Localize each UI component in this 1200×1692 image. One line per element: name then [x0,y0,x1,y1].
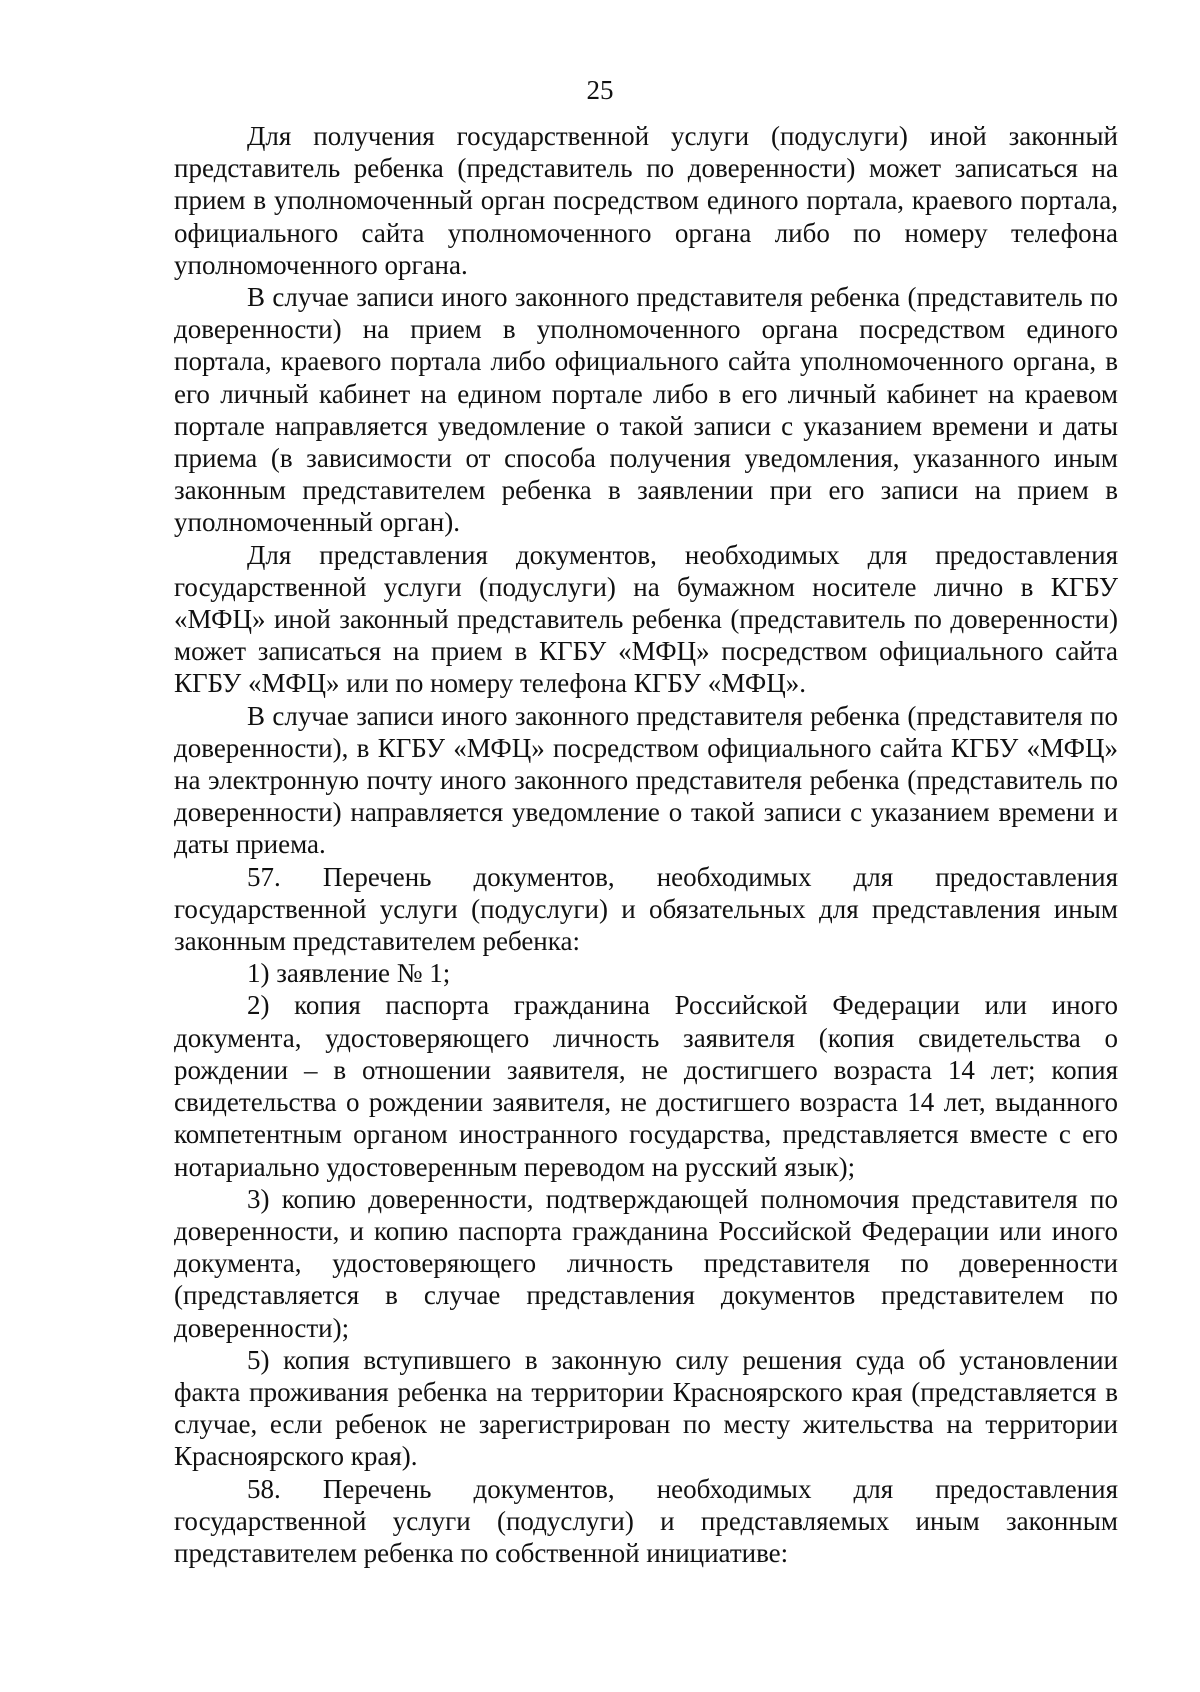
paragraph-item-57: 57. Перечень документов, необходимых для предоставления государственной услуги (подуслуги) и обязательных для представления иным законным представителем ребенка: [174,861,1118,957]
document-body [174,120,1118,1569]
page-number: 25 [586,75,614,105]
paragraph-appointment-online: Для получения государственной услуги (подуслуги) иной законный представитель ребенка (представитель по доверенности) может записаться на прием в уполномоченный орган посредством единого портала, краевого портала, официального сайта уполномоченного органа либо по номеру телефона уполномоченного органа. [174,121,1118,280]
paragraph-item-58: 58. Перечень документов, необходимых для предоставления государственной услуги (подуслуги) и представляемых иным законным представителем ребенка по собственной инициативе: [174,1473,1118,1568]
paragraph-mfc-appointment: Для представления документов, необходимых для предоставления государственной услуги (подуслуги) на бумажном носителе лично в КГБУ «МФЦ» иной законный представитель ребенка (представитель по доверенности) может записаться на прием в КГБУ «МФЦ» посредством официального сайта КГБУ «МФЦ» или по номеру телефона КГБУ «МФЦ». [174,539,1118,699]
list-item-5: 5) копия вступившего в законную силу решения суда об установлении факта проживания ребенка на территории Красноярского края (представляется в случае, если ребенок не зарегистрирован по месту жительства на территории Красноярского края). [174,1344,1118,1472]
paragraph-mfc-notification: В случае записи иного законного представителя ребенка (представителя по доверенности), в КГБУ «МФЦ» посредством официального сайта КГБУ «МФЦ» на электронную почту иного законного представителя ребенка (представитель по доверенности) направляется уведомление о такой записи с указанием времени и даты приема. [174,700,1118,860]
list-item-2: 2) копия паспорта гражданина Российской Федерации или иного документа, удостоверяющего личность заявителя (копия свидетельства о рождении – в отношении заявителя, не достигшего возраста 14 лет; копия свидетельства о рождении заявителя, не достигшего возраста 14 лет, выданного компетентным органом иностранного государства, представляется вместе с его нотариально удостоверенным переводом на русский язык); [174,990,1118,1182]
list-item-1: 1) заявление № 1; [247,958,451,989]
list-item-3: 3) копию доверенности, подтверждающей полномочия представителя по доверенности, и копию паспорта гражданина Российской Федерации или иного документа, удостоверяющего личность представителя по доверенности (представляется в случае представления документов представителем по доверенности); [174,1183,1118,1343]
paragraph-appointment-notification: В случае записи иного законного представителя ребенка (представитель по доверенности) на прием в уполномоченного органа посредством единого портала, краевого портала либо официального сайта уполномоченного органа, в его личный кабинет на едином портале либо в его личный кабинет на краевом портале направляется уведомление о такой записи с указанием времени и даты приема (в зависимости от способа получения уведомления, указанного иным законным представителем ребенка в заявлении при его записи на прием в уполномоченный орган). [174,282,1118,538]
